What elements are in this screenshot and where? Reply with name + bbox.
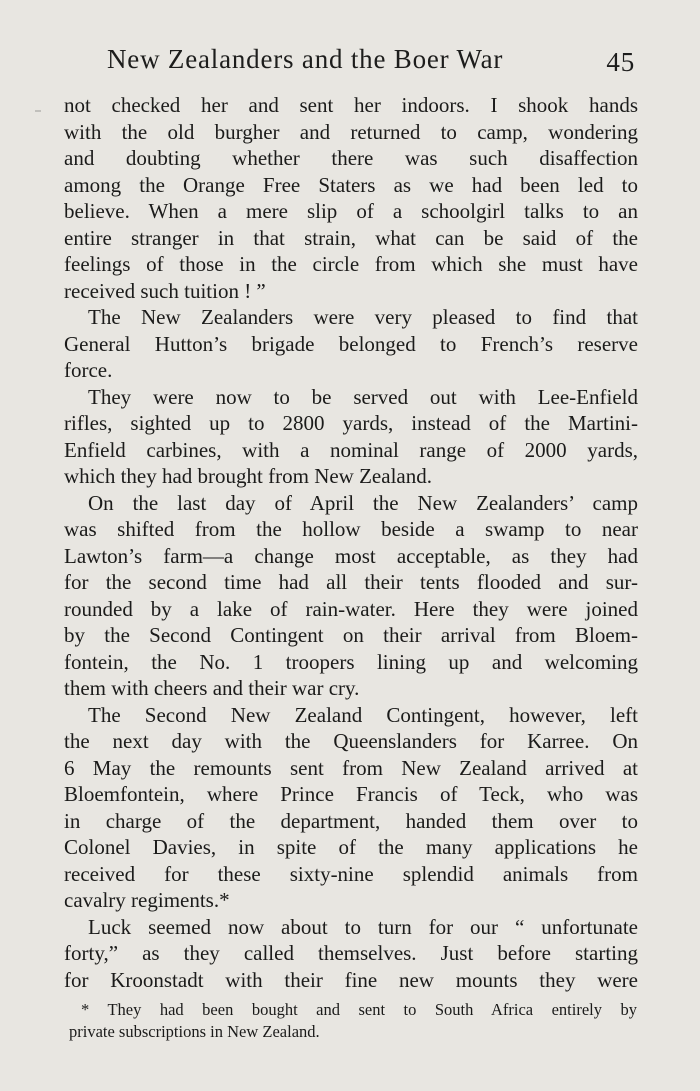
body-line: not checked her and sent her indoors. I shook hands — [64, 93, 638, 117]
body-line: in charge of the department, handed them over to — [64, 808, 638, 833]
body-line: forty,” as they called themselves. Just before starting — [64, 941, 638, 965]
body-line: Bloemfontein, where Prince Francis of Teck, who was — [64, 782, 638, 806]
body-line: Colonel Davies, in spite of the many applications he — [64, 835, 638, 859]
print-mark — [35, 110, 41, 112]
body-line: On the last day of April the New Zealanders’ camp — [88, 490, 638, 515]
body-line: which they had brought from New Zealand. — [64, 464, 432, 488]
footnote — [69, 999, 637, 1043]
body-line: for Kroonstadt with their fine new mounts they were — [64, 967, 638, 992]
body-line: The New Zealanders were very pleased to find that — [88, 305, 638, 329]
page-number: 45 — [606, 47, 635, 77]
body-line: received for these sixty-nine splendid animals from — [64, 861, 638, 886]
body-line: They were now to be served out with Lee-Enfield — [88, 384, 638, 409]
body-line: Luck seemed now about to turn for our “ unfortunate — [88, 914, 638, 939]
body-line: believe. When a mere slip of a schoolgirl talks to an — [64, 199, 638, 223]
body-line: The Second New Zealand Contingent, however, left — [88, 702, 638, 727]
body-line: rounded by a lake of rain-water. Here they were joined — [64, 596, 638, 621]
body-line: rifles, sighted up to 2800 yards, instead of the Martini- — [64, 411, 638, 435]
body-line: General Hutton’s brigade belonged to French’s reserve — [64, 331, 638, 356]
running-title: New Zealanders and the Boer War — [107, 44, 504, 74]
footnote-line: * They had been bought and sent to South Africa entirely by — [81, 1000, 637, 1019]
body-line: them with cheers and their war cry. — [64, 676, 360, 700]
body-line: for the second time had all their tents flooded and sur- — [64, 570, 638, 594]
body-line: cavalry regiments.* — [64, 888, 230, 912]
running-header — [107, 44, 637, 84]
footnote-line: private subscriptions in New Zealand. — [69, 1022, 320, 1041]
body-text — [64, 92, 638, 993]
body-line: by the Second Contingent on their arrival from Bloem- — [64, 623, 638, 647]
body-line: the next day with the Queenslanders for Karree. On — [64, 729, 638, 753]
body-line: 6 May the remounts sent from New Zealand arrived at — [64, 755, 638, 780]
body-line: Lawton’s farm—a change most acceptable, as they had — [64, 543, 638, 568]
body-line: feelings of those in the circle from which she must have — [64, 252, 638, 276]
body-line: entire stranger in that strain, what can be said of the — [64, 225, 638, 250]
body-line: force. — [64, 358, 113, 382]
body-line: received such tuition ! ” — [64, 278, 266, 303]
body-line: was shifted from the hollow beside a swamp to near — [64, 517, 638, 541]
body-line: Enfield carbines, with a nominal range of 2000 yards, — [64, 437, 638, 462]
body-line: among the Orange Free Staters as we had been led to — [64, 172, 638, 197]
body-line: fontein, the No. 1 troopers lining up and welcoming — [64, 649, 638, 674]
body-line: with the old burgher and returned to camp, wondering — [64, 119, 638, 144]
body-line: and doubting whether there was such disaffection — [64, 146, 638, 170]
